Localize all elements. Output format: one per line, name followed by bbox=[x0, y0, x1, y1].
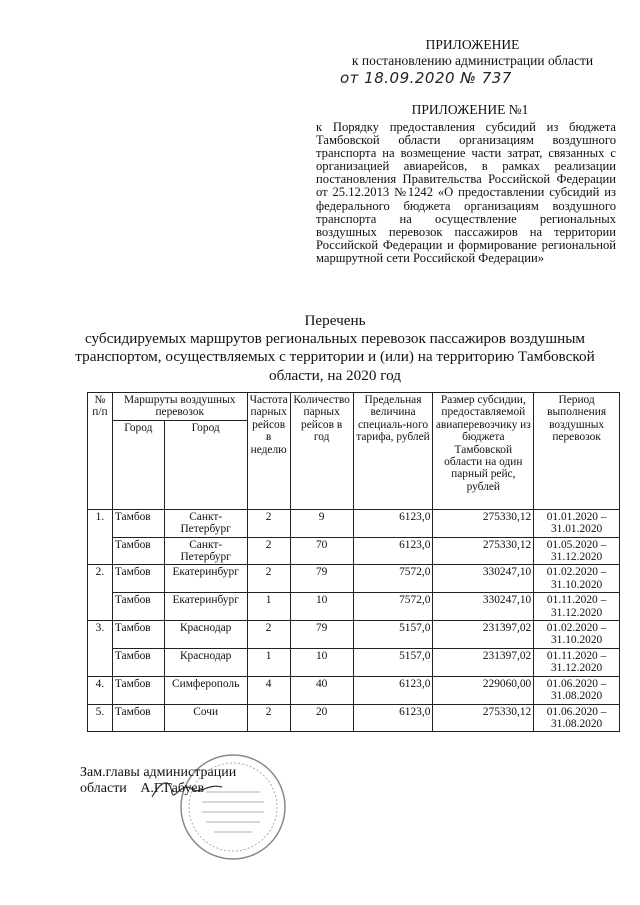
row-number: 5. bbox=[88, 704, 113, 732]
tariff: 6123,0 bbox=[353, 509, 433, 537]
routes-table bbox=[87, 392, 620, 732]
row-number: 4. bbox=[88, 676, 113, 704]
city-to: Краснодар bbox=[164, 648, 247, 676]
frequency: 1 bbox=[247, 648, 290, 676]
header-tariff: Предельная величина специаль-ного тарифа, рублей bbox=[353, 393, 433, 510]
city-from: Тамбов bbox=[112, 648, 164, 676]
city-to: Санкт-Петербург bbox=[164, 509, 247, 537]
table-row bbox=[88, 593, 620, 621]
period: 01.02.2020 – 31.10.2020 bbox=[534, 565, 620, 593]
frequency: 2 bbox=[247, 621, 290, 649]
table-row bbox=[88, 704, 620, 732]
city-from: Тамбов bbox=[112, 621, 164, 649]
header-city-to: Город bbox=[164, 420, 247, 509]
signatory-name: А.Г.Габуев bbox=[140, 781, 205, 796]
period: 01.11.2020 – 31.12.2020 bbox=[534, 648, 620, 676]
tariff: 5157,0 bbox=[353, 621, 433, 649]
document-title bbox=[70, 312, 600, 385]
city-to: Екатеринбург bbox=[164, 565, 247, 593]
subsidy: 275330,12 bbox=[433, 704, 534, 732]
table-row bbox=[88, 509, 620, 537]
city-from: Тамбов bbox=[112, 537, 164, 565]
table-row bbox=[88, 537, 620, 565]
flight-count: 10 bbox=[290, 593, 353, 621]
subsidy: 330247,10 bbox=[433, 565, 534, 593]
flight-count: 9 bbox=[290, 509, 353, 537]
tariff: 5157,0 bbox=[353, 648, 433, 676]
period: 01.06.2020 – 31.08.2020 bbox=[534, 704, 620, 732]
frequency: 2 bbox=[247, 537, 290, 565]
header-routes: Маршруты воздушных перевозок bbox=[112, 393, 247, 421]
tariff: 6123,0 bbox=[353, 676, 433, 704]
frequency: 2 bbox=[247, 509, 290, 537]
period: 01.01.2020 – 31.01.2020 bbox=[534, 509, 620, 537]
row-number: 1. bbox=[88, 509, 113, 565]
subsidy: 231397,02 bbox=[433, 648, 534, 676]
header-city-from: Город bbox=[112, 420, 164, 509]
signature-block bbox=[80, 765, 236, 797]
period: 01.11.2020 – 31.12.2020 bbox=[534, 593, 620, 621]
subsidy: 231397,02 bbox=[433, 621, 534, 649]
city-from: Тамбов bbox=[112, 593, 164, 621]
period: 01.06.2020 – 31.08.2020 bbox=[534, 676, 620, 704]
frequency: 1 bbox=[247, 593, 290, 621]
table-row bbox=[88, 621, 620, 649]
appendix1-label: ПРИЛОЖЕНИЕ №1 bbox=[411, 102, 529, 117]
title-line-2: субсидируемых маршрутов региональных перевозок пассажиров воздушным транспортом, осуществляемых с территории и (или) на территорию Тамбовской области, на 2020 год bbox=[75, 330, 595, 384]
table-row bbox=[88, 676, 620, 704]
period: 01.05.2020 – 31.12.2020 bbox=[534, 537, 620, 565]
header-period: Период выполнения воздушных перевозок bbox=[534, 393, 620, 510]
city-to: Симферополь bbox=[164, 676, 247, 704]
table-row bbox=[88, 565, 620, 593]
handwritten-date-number: от 18.09.2020 № 737 bbox=[340, 69, 512, 87]
flight-count: 79 bbox=[290, 565, 353, 593]
city-from: Тамбов bbox=[112, 565, 164, 593]
resolution-reference: к постановлению администрации области bbox=[351, 53, 594, 68]
city-to: Санкт-Петербург bbox=[164, 537, 247, 565]
period: 01.02.2020 – 31.10.2020 bbox=[534, 621, 620, 649]
signature-position-region: области bbox=[80, 781, 127, 796]
tariff: 6123,0 bbox=[353, 537, 433, 565]
subsidy: 275330,12 bbox=[433, 509, 534, 537]
frequency: 2 bbox=[247, 565, 290, 593]
city-from: Тамбов bbox=[112, 509, 164, 537]
order-reference-text: к Порядку предоставления субсидий из бюджета Тамбовской области организациям воздушного транспорта на возмещение части затрат, связанных с организацией авиарейсов, в рамках реализации постановления Правительства Российской Федерации от 25.12.2013 №1242 «О предоставлении субсидий из федерального бюджета организациям воздушного транспорта на осуществление региональных воздушных перевозок пассажиров на территории Российской Федерации и формирование региональной маршрутной сети Российской Федерации» bbox=[316, 120, 616, 265]
tariff: 7572,0 bbox=[353, 593, 433, 621]
header-count: Количество парных рейсов в год bbox=[290, 393, 353, 510]
appendix-label: ПРИЛОЖЕНИЕ bbox=[425, 37, 520, 52]
tariff: 6123,0 bbox=[353, 704, 433, 732]
subsidy: 275330,12 bbox=[433, 537, 534, 565]
city-from: Тамбов bbox=[112, 676, 164, 704]
title-line-1: Перечень bbox=[304, 312, 366, 329]
header-num: № п/п bbox=[88, 393, 113, 510]
tariff: 7572,0 bbox=[353, 565, 433, 593]
row-number: 3. bbox=[88, 621, 113, 677]
flight-count: 10 bbox=[290, 648, 353, 676]
frequency: 2 bbox=[247, 704, 290, 732]
flight-count: 40 bbox=[290, 676, 353, 704]
city-to: Сочи bbox=[164, 704, 247, 732]
city-from: Тамбов bbox=[112, 704, 164, 732]
table-row bbox=[88, 648, 620, 676]
city-to: Екатеринбург bbox=[164, 593, 247, 621]
row-number: 2. bbox=[88, 565, 113, 621]
signature-position-line1: Зам.главы администрации bbox=[80, 765, 237, 780]
subsidy: 229060,00 bbox=[433, 676, 534, 704]
flight-count: 20 bbox=[290, 704, 353, 732]
signature-position-line2 bbox=[80, 781, 236, 797]
city-to: Краснодар bbox=[164, 621, 247, 649]
subsidy: 330247,10 bbox=[433, 593, 534, 621]
flight-count: 70 bbox=[290, 537, 353, 565]
header-frequency: Частота парных рейсов в неделю bbox=[247, 393, 290, 510]
header-subsidy: Размер субсидии, предоставляемой авиаперевозчику из бюджета Тамбовской области на один парный рейс, рублей bbox=[433, 393, 534, 510]
flight-count: 79 bbox=[290, 621, 353, 649]
frequency: 4 bbox=[247, 676, 290, 704]
